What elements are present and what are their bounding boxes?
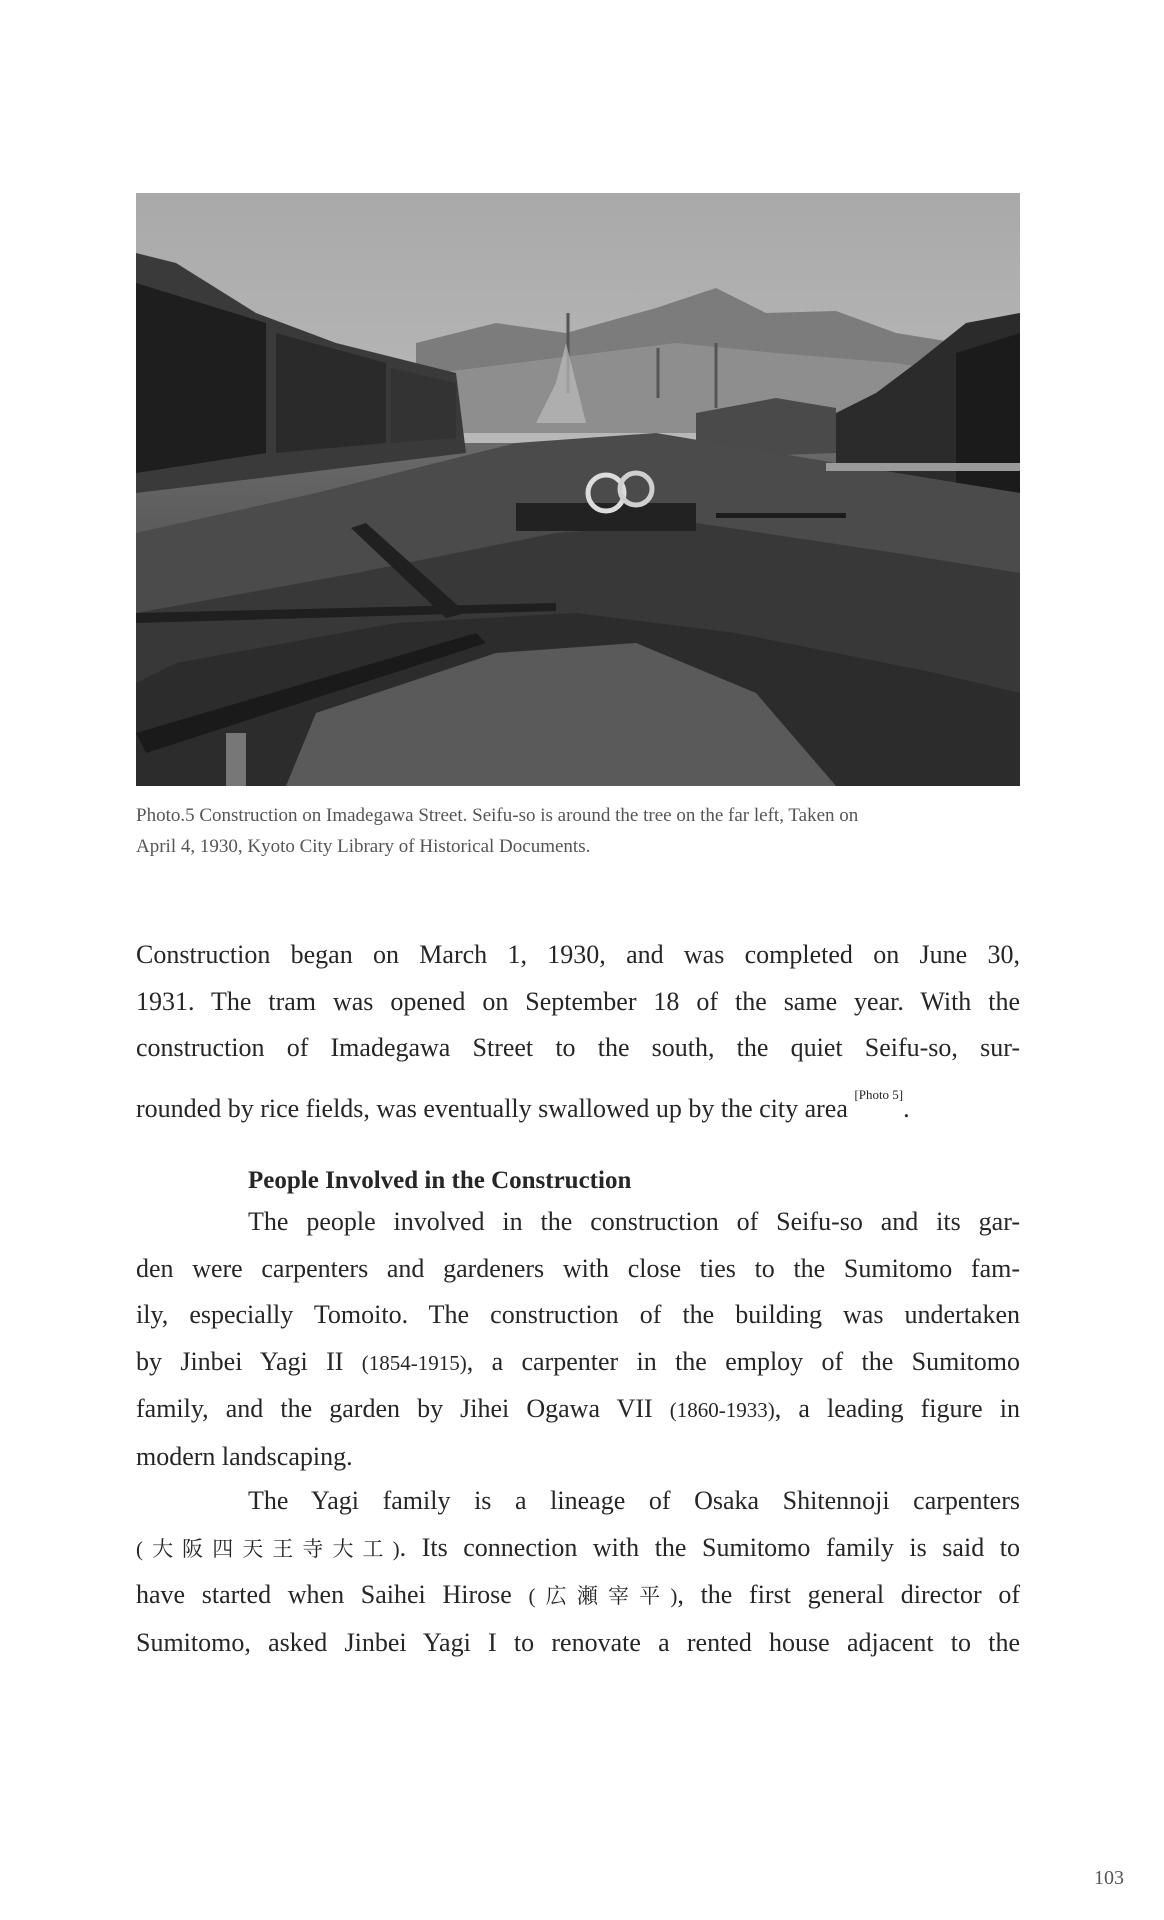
text-line: den were carpenters and gardeners with close ties to the Sumitomo fam- bbox=[136, 1253, 1020, 1283]
text-segment: , a carpenter in the employ of the Sumitomo bbox=[466, 1346, 1020, 1376]
photo-reference: [Photo 5] bbox=[854, 1086, 904, 1102]
caption-line: April 4, 1930, Kyoto City Library of Historical Documents. bbox=[136, 836, 591, 857]
text-line-content: rounded by rice fields, was eventually swallowed up by the city area bbox=[136, 1093, 848, 1123]
photo-illustration bbox=[136, 193, 1020, 786]
text-segment: . Its connection with the Sumitomo family is said to bbox=[399, 1532, 1020, 1562]
text-segment: , a leading figure in bbox=[774, 1394, 1021, 1424]
text-segment: family, and the garden by Jihei Ogawa VII bbox=[136, 1394, 670, 1424]
text-line bbox=[136, 1072, 1020, 1133]
page-number: 103 bbox=[1094, 1867, 1124, 1889]
text-line: ily, especially Tomoito. The construction of the building was undertaken bbox=[136, 1300, 1020, 1330]
text-segment: by Jinbei Yagi II bbox=[136, 1346, 362, 1376]
life-dates: (1854-1915) bbox=[361, 1350, 467, 1375]
text-line: modern landscaping. bbox=[136, 1441, 353, 1471]
paragraph-construction-dates bbox=[136, 932, 1020, 1132]
text-line bbox=[136, 1572, 1020, 1620]
japanese-name: (広瀬宰平) bbox=[528, 1584, 678, 1609]
text-line: Construction began on March 1, 1930, and was completed on June 30, bbox=[136, 940, 1020, 969]
text-segment: , the first general director of bbox=[677, 1580, 1020, 1610]
text-line: 1931. The tram was opened on September 18 of the same year. With the bbox=[136, 986, 1020, 1016]
text-line bbox=[136, 1386, 1020, 1434]
text-line: The Yagi family is a lineage of Osaka Shitennoji carpenters bbox=[248, 1486, 1020, 1515]
life-dates: (1860-1933) bbox=[669, 1398, 775, 1423]
text-line bbox=[136, 1525, 1020, 1573]
text-line: construction of Imadegawa Street to the south, the quiet Seifu-so, sur- bbox=[136, 1033, 1020, 1063]
photo-caption bbox=[136, 800, 1020, 862]
japanese-name: (大阪四天王寺大工) bbox=[136, 1536, 400, 1561]
paragraph-yagi-family bbox=[136, 1478, 1020, 1666]
paragraph-people-involved bbox=[136, 1199, 1020, 1481]
sentence-end: . bbox=[903, 1093, 910, 1123]
section-heading: People Involved in the Construction bbox=[248, 1167, 632, 1194]
text-segment: have started when Saihei Hirose bbox=[136, 1580, 529, 1610]
historical-photo bbox=[136, 193, 1020, 786]
text-line: The people involved in the construction of Seifu-so and its gar- bbox=[248, 1207, 1020, 1236]
caption-line: Photo.5 Construction on Imadegawa Street. Seifu-so is around the tree on the far left, Taken on bbox=[136, 805, 859, 826]
text-line bbox=[136, 1339, 1020, 1387]
text-line: Sumitomo, asked Jinbei Yagi I to renovate a rented house adjacent to the bbox=[136, 1627, 1020, 1657]
